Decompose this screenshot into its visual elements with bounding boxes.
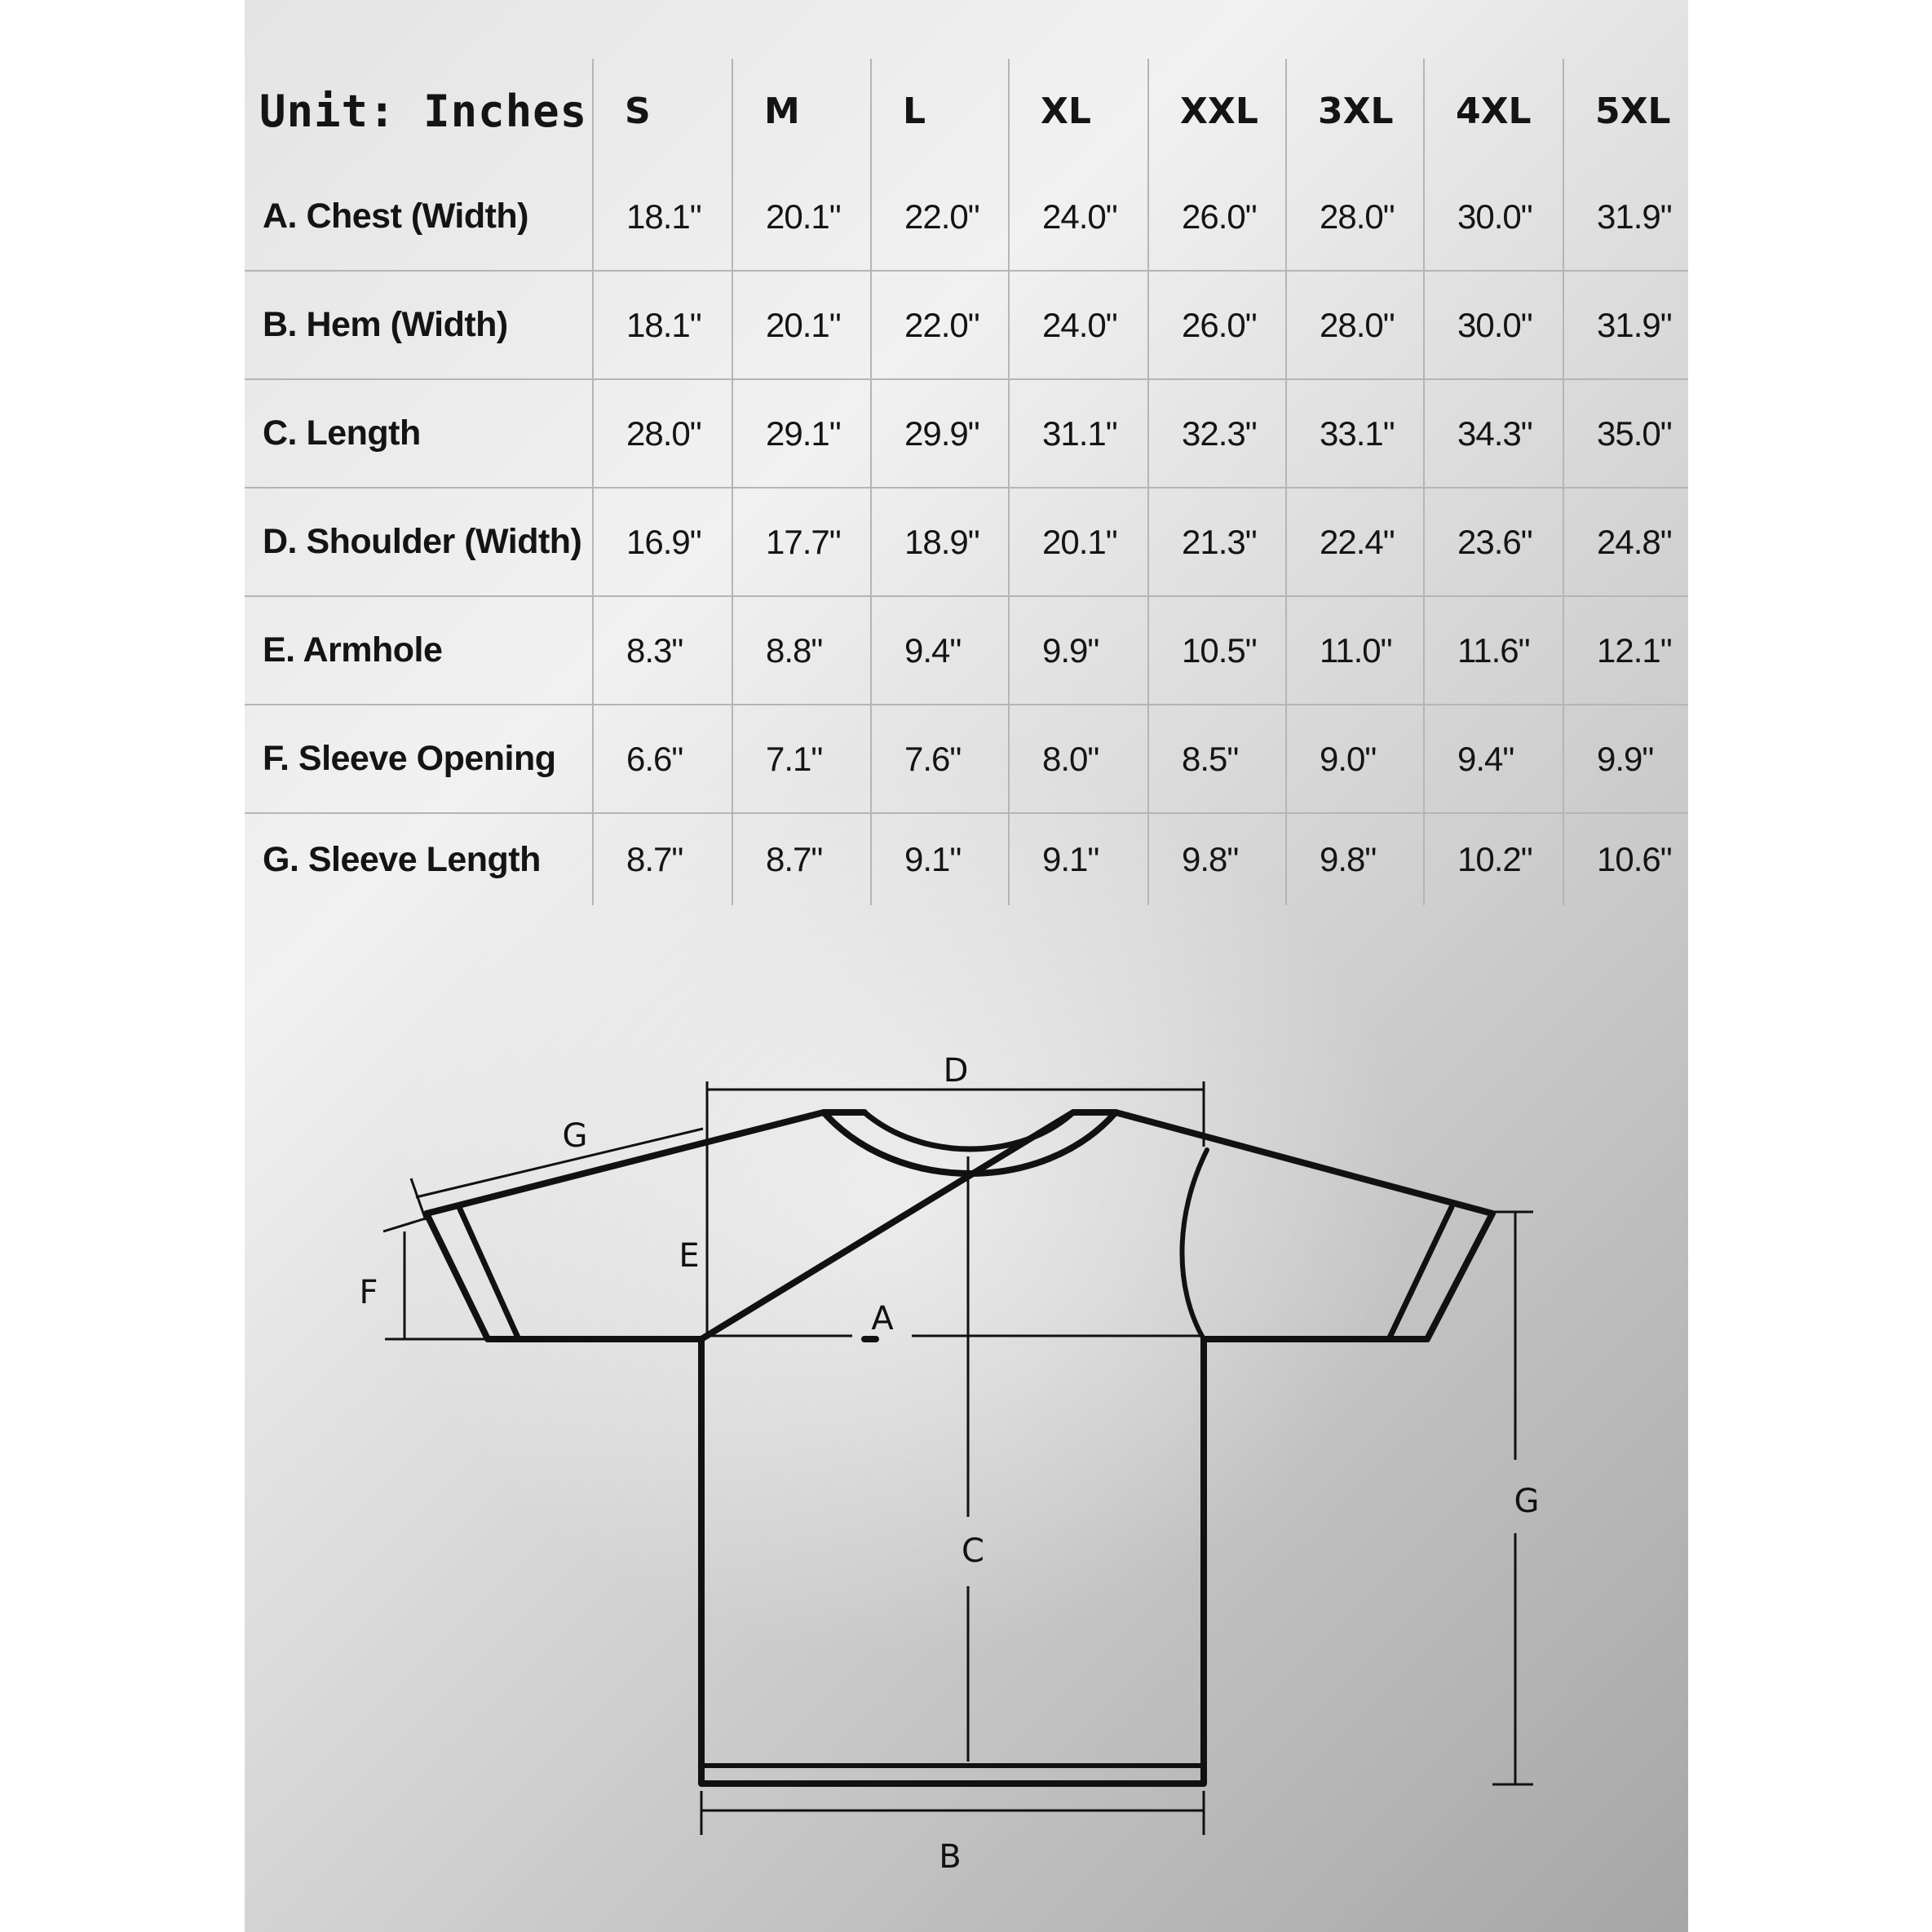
value-cell: 33.1" <box>1286 379 1424 488</box>
row-label: E. Armhole <box>245 596 593 705</box>
value-cell: 18.1" <box>593 163 732 271</box>
value-cell: 34.3" <box>1424 379 1563 488</box>
size-header-m: M <box>732 59 871 163</box>
value-cell: 9.0" <box>1286 705 1424 813</box>
value-cell: 8.0" <box>1009 705 1148 813</box>
value-cell: 6.6" <box>593 705 732 813</box>
value-cell: 23.6" <box>1424 488 1563 596</box>
value-cell: 8.7" <box>732 813 871 905</box>
diagram-label-hem: B <box>939 1838 962 1876</box>
value-cell: 35.0" <box>1563 379 1688 488</box>
diagram-label-armhole: E <box>679 1237 700 1275</box>
value-cell: 31.9" <box>1563 163 1688 271</box>
unit-label: Unit: Inches <box>245 59 593 163</box>
right-sleeve-cuff <box>1390 1207 1452 1337</box>
value-cell: 8.8" <box>732 596 871 705</box>
value-cell: 11.6" <box>1424 596 1563 705</box>
value-cell: 9.8" <box>1286 813 1424 905</box>
value-cell: 28.0" <box>593 379 732 488</box>
value-cell: 10.5" <box>1148 596 1286 705</box>
value-cell: 16.9" <box>593 488 732 596</box>
value-cell: 30.0" <box>1424 271 1563 379</box>
value-cell: 24.8" <box>1563 488 1688 596</box>
size-header-s: S <box>593 59 732 163</box>
sleeve-length-dimension-line <box>416 1129 703 1197</box>
value-cell: 21.3" <box>1148 488 1286 596</box>
row-label: F. Sleeve Opening <box>245 705 593 813</box>
tshirt-outline <box>427 1112 1492 1784</box>
value-cell: 24.0" <box>1009 163 1148 271</box>
diagram-label-length: C <box>962 1532 984 1570</box>
value-cell: 9.1" <box>871 813 1009 905</box>
value-cell: 20.1" <box>732 271 871 379</box>
value-cell: 24.0" <box>1009 271 1148 379</box>
tshirt-measurement-diagram <box>245 0 1688 1932</box>
diagram-label-sleeve-length: G <box>562 1117 588 1155</box>
value-cell: 22.0" <box>871 163 1009 271</box>
value-cell: 9.4" <box>871 596 1009 705</box>
value-cell: 7.6" <box>871 705 1009 813</box>
value-cell: 32.3" <box>1148 379 1286 488</box>
sleeve-length-dimension-tick <box>411 1178 426 1220</box>
value-cell: 8.5" <box>1148 705 1286 813</box>
value-cell: 22.4" <box>1286 488 1424 596</box>
value-cell: 11.0" <box>1286 596 1424 705</box>
value-cell: 29.1" <box>732 379 871 488</box>
value-cell: 31.9" <box>1563 271 1688 379</box>
diagram-label-sleeve-opening: F <box>359 1274 378 1311</box>
value-cell: 26.0" <box>1148 271 1286 379</box>
row-label: D. Shoulder (Width) <box>245 488 593 596</box>
left-sleeve-cuff <box>458 1205 518 1337</box>
value-cell: 20.1" <box>732 163 871 271</box>
size-chart-sheet <box>245 0 1688 1932</box>
value-cell: 18.1" <box>593 271 732 379</box>
diagram-label-shoulder: D <box>943 1052 969 1090</box>
diagram-label-side-length: G <box>1514 1483 1540 1520</box>
value-cell: 20.1" <box>1009 488 1148 596</box>
row-label: C. Length <box>245 379 593 488</box>
value-cell: 28.0" <box>1286 163 1424 271</box>
collar-inner <box>864 1112 1073 1149</box>
size-header-xl: XL <box>1009 59 1148 163</box>
value-cell: 9.4" <box>1424 705 1563 813</box>
value-cell: 18.9" <box>871 488 1009 596</box>
value-cell: 31.1" <box>1009 379 1148 488</box>
value-cell: 9.1" <box>1009 813 1148 905</box>
value-cell: 17.7" <box>732 488 871 596</box>
value-cell: 22.0" <box>871 271 1009 379</box>
value-cell: 26.0" <box>1148 163 1286 271</box>
size-header-5xl: 5XL <box>1595 90 1671 132</box>
sleeve-opening-tick-top <box>383 1218 426 1231</box>
row-label: B. Hem (Width) <box>245 271 593 379</box>
value-cell: 29.9" <box>871 379 1009 488</box>
size-header-4xl: 4XL <box>1424 59 1563 163</box>
size-header-l: L <box>871 59 1009 163</box>
size-header-xxl: XXL <box>1148 59 1286 163</box>
value-cell: 8.7" <box>593 813 732 905</box>
value-cell: 7.1" <box>732 705 871 813</box>
value-cell: 30.0" <box>1424 163 1563 271</box>
size-header-3xl: 3XL <box>1286 59 1424 163</box>
value-cell: 9.8" <box>1148 813 1286 905</box>
value-cell: 8.3" <box>593 596 732 705</box>
value-cell: 9.9" <box>1563 705 1688 813</box>
value-cell: 10.6" <box>1597 840 1672 878</box>
collar-outer <box>824 1112 1116 1174</box>
row-label: G. Sleeve Length <box>245 813 593 905</box>
diagram-label-chest: A <box>871 1300 894 1337</box>
armhole-seam <box>1182 1150 1207 1339</box>
value-cell: 12.1" <box>1563 596 1688 705</box>
value-cell: 10.2" <box>1424 813 1563 905</box>
row-label: A. Chest (Width) <box>245 163 593 271</box>
value-cell: 28.0" <box>1286 271 1424 379</box>
value-cell: 9.9" <box>1009 596 1148 705</box>
